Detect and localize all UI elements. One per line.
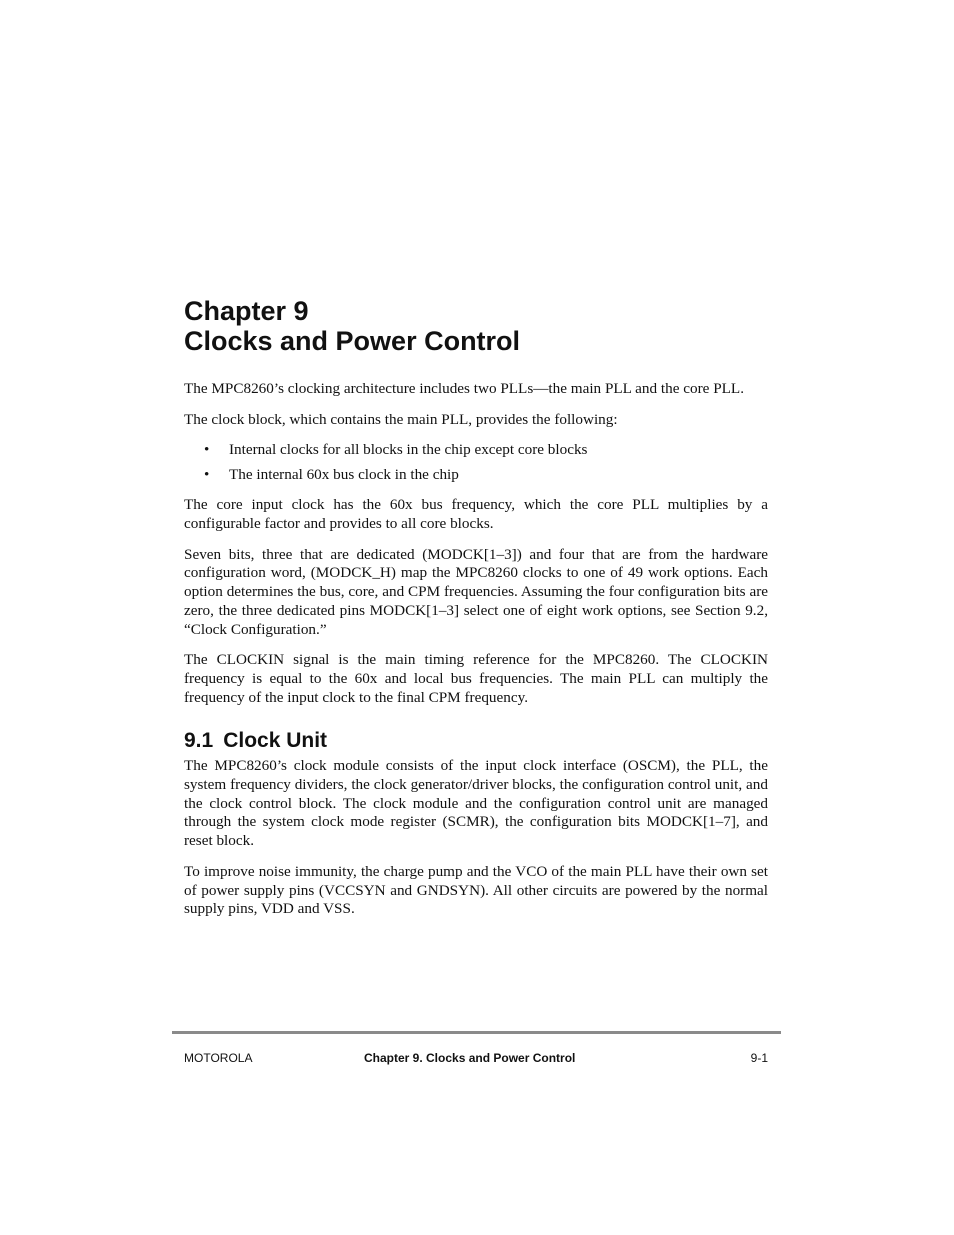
page-footer	[184, 1050, 768, 1066]
intro-paragraph-4: Seven bits, three that are dedicated (MODCK[1–3]) and four that are from the hardware configuration word, (MODCK_H) map the MPC8260 clocks to one of 49 work options. Each option determines the bus, core, and CPM frequencies. Assuming the four configuration bits are zero, the three dedicated pins MODCK[1–3] select one of eight work options, see Section 9.2, “Clock Configuration.”	[184, 545, 768, 638]
bullet-glyph: •	[204, 441, 210, 459]
feature-list	[184, 441, 768, 484]
list-item	[184, 466, 768, 485]
intro-paragraph-1: The MPC8260’s clocking architecture includes two PLLs—the main PLL and the core PLL.	[184, 380, 744, 397]
bullet-glyph: •	[204, 465, 210, 483]
list-item	[184, 441, 768, 460]
list-item-text: Internal clocks for all blocks in the chip except core blocks	[229, 441, 588, 459]
page-content	[184, 296, 768, 931]
footer-chapter-title: Chapter 9. Clocks and Power Control	[364, 1051, 576, 1065]
section-number: 9.1	[184, 729, 214, 753]
intro-paragraph-5: The CLOCKIN signal is the main timing reference for the MPC8260. The CLOCKIN frequency is equal to the 60x and local bus frequencies. The main PLL can multiply the frequency of the input clock to the final CPM frequency.	[184, 651, 768, 706]
intro-paragraph-2: The clock block, which contains the main PLL, provides the following:	[184, 410, 618, 428]
chapter-name: Clocks and Power Control	[184, 326, 521, 356]
chapter-title	[184, 296, 768, 356]
section-paragraph-1: The MPC8260’s clock module consists of the input clock interface (OSCM), the PLL, the system frequency dividers, the clock generator/driver blocks, the configuration control unit, and the clock control block. The clock module and the configuration control unit are managed through the system clock mode register (SCMR), the configuration bits MODCK[1–7], and reset block.	[184, 757, 768, 850]
footer-page-number: 9-1	[750, 1051, 768, 1065]
list-item-text: The internal 60x bus clock in the chip	[229, 465, 459, 483]
footer-company: MOTOROLA	[184, 1051, 253, 1065]
section-title: Clock Unit	[223, 729, 328, 753]
section-heading-9-1	[184, 729, 768, 753]
footer-divider	[172, 1031, 781, 1034]
section-paragraph-2: To improve noise immunity, the charge pump and the VCO of the main PLL have their own set of power supply pins (VCCSYN and GNDSYN). All other circuits are powered by the normal supply pins, VDD and VSS.	[184, 862, 768, 918]
intro-paragraph-3: The core input clock has the 60x bus frequency, which the core PLL multiplies by a configurable factor and provides to all core blocks.	[184, 496, 768, 533]
chapter-number: Chapter 9	[184, 296, 309, 326]
